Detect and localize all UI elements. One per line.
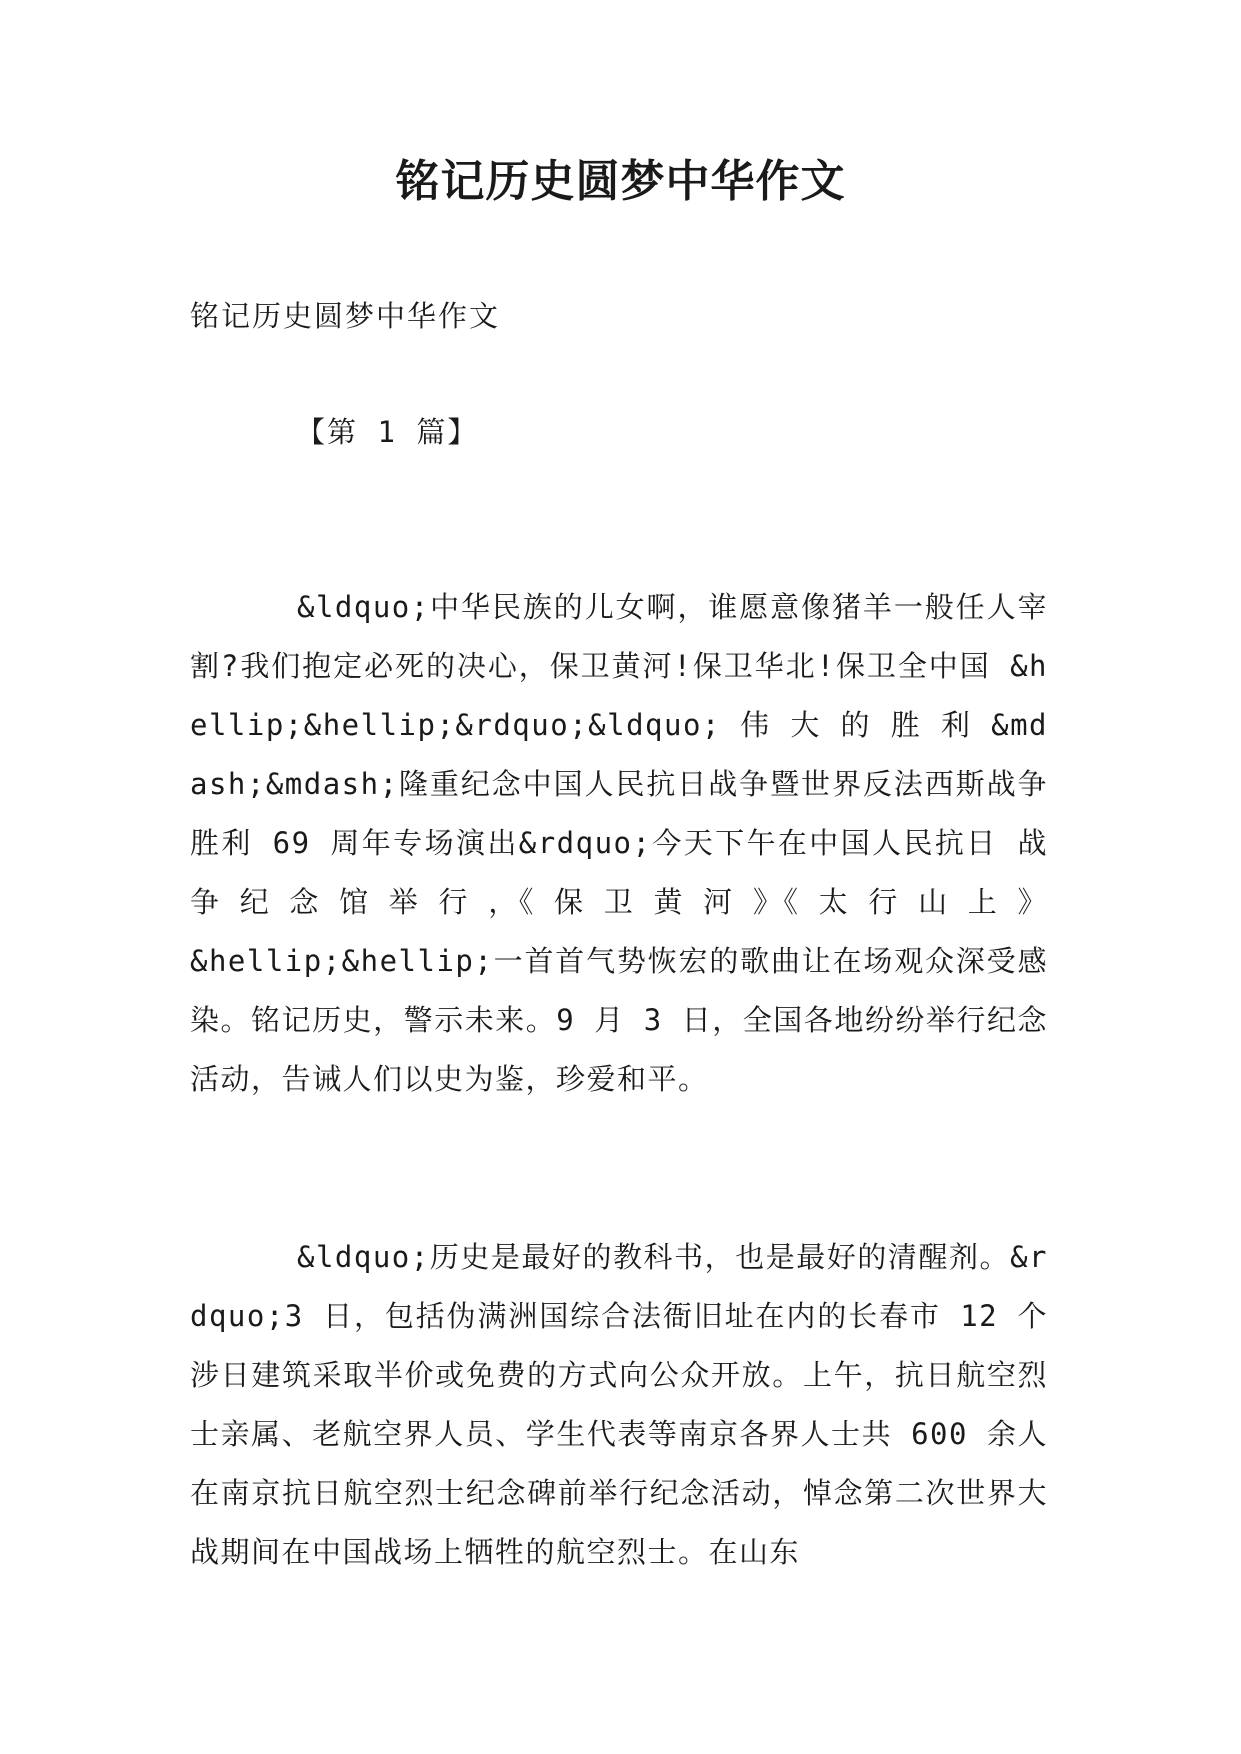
document-title: 铭记历史圆梦中华作文 — [395, 156, 846, 207]
body-paragraph: &ldquo;历史是最好的教科书，也是最好的清醒剂。&rdquo;3 日，包括伪满洲国综合法衙旧址在内的长春市 12 个涉日建筑采取半价或免费的方式向公众开放。上午，抗日航空烈士亲属、老航空界人员、学生代表等南京各界人士共 600 余人在南京抗日航空烈士纪念碑前举行纪念活动，悼念第二次世界大战期间在中国战场上牺牲的航空烈士。在山东 — [190, 1240, 1048, 1569]
section-label: 【第 1 篇】 — [296, 415, 479, 449]
document-subtitle: 铭记历史圆梦中华作文 — [190, 299, 501, 333]
body-paragraph: &ldquo;中华民族的儿女啊，谁愿意像猪羊一般任人宰割?我们抱定必死的决心，保卫黄河!保卫华北!保卫全中国 &hellip;&hellip;&rdquo;&ldquo; 伟 大 的 胜 利 &mdash;&mdash;隆重纪念中国人民抗日战争暨世界反法西斯战争胜利 69 周年专场演出&rdquo;今天下午在中国人民抗日 战 争 纪 念 馆 举 行 ，《 保 卫 黄 河 》《 太 行 山 上 》&hellip;&hellip;一首首气势恢宏的歌曲让在场观众深受感染。铭记历史，警示未来。9 月 3 日，全国各地纷纷举行纪念活动，告诫人们以史为鉴，珍爱和平。 — [190, 590, 1048, 1096]
